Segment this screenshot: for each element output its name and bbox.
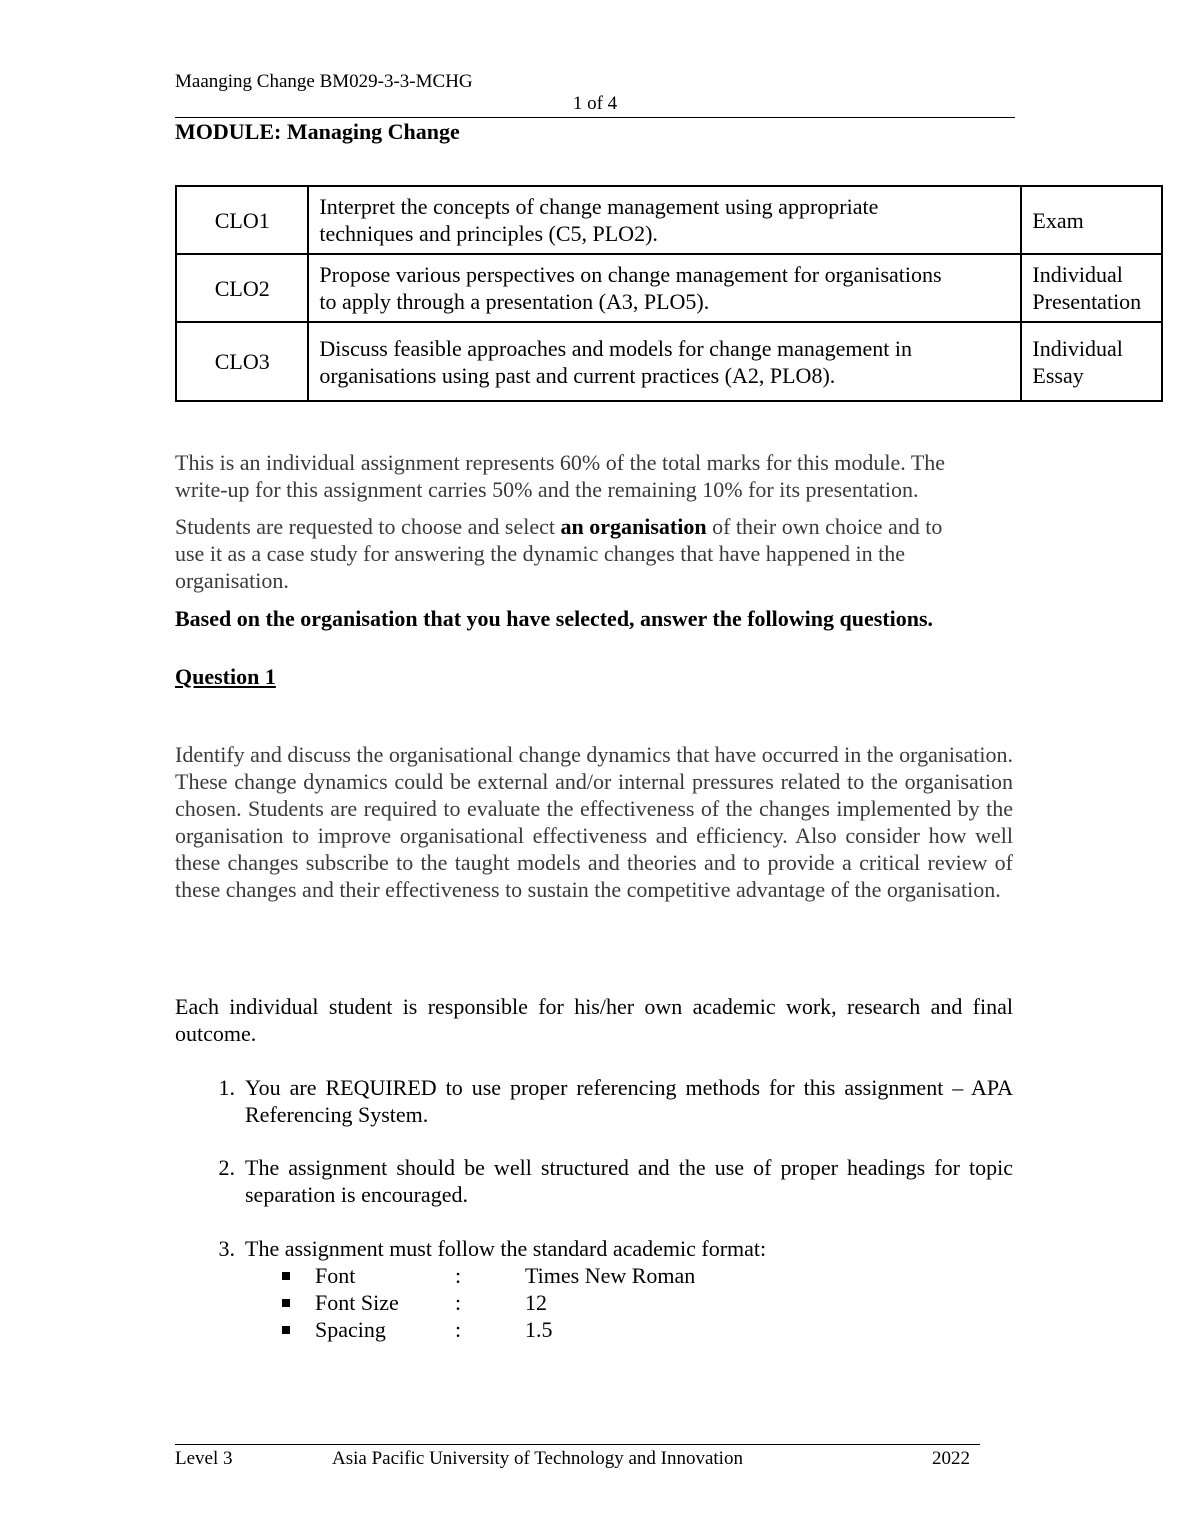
header-module-code: Maanging Change BM029-3-3-MCHG xyxy=(175,71,473,92)
intro-paragraph-organisation xyxy=(175,513,1013,594)
clo-description xyxy=(308,254,1021,322)
clo-description-line: Interpret the concepts of change management using appropriate xyxy=(319,194,879,219)
format-colon: : xyxy=(455,1290,462,1315)
list-text: The assignment must follow the standard academic format: xyxy=(245,1236,767,1261)
format-label: Spacing xyxy=(315,1317,386,1342)
clo-code: CLO3 xyxy=(176,322,308,401)
clo-code: CLO2 xyxy=(176,254,308,322)
clo-assessment-line: Individual xyxy=(1032,335,1123,361)
format-colon: : xyxy=(455,1317,462,1342)
square-bullet-icon xyxy=(282,1326,290,1334)
table-row xyxy=(176,186,1162,254)
clo-description xyxy=(308,322,1021,401)
clo-assessment-line: Individual xyxy=(1032,262,1123,287)
format-colon: : xyxy=(455,1263,462,1288)
question-body: Identify and discuss the organisational change dynamics that have occurred in the organisation. These change dynamics could be external and/or internal pressures related to the organisation chosen. Students are required to evaluate the effectiveness of the changes implemented by the organisation to improve organisational effectiveness and efficiency. Also consider how well these changes subscribe to the taught models and theories and to provide a critical review of these changes and their effectiveness to sustain the competitive advantage of the organisation. xyxy=(175,742,1013,902)
list-number: 1. xyxy=(218,1075,235,1100)
clo-description-line: Propose various perspectives on change management for organisations xyxy=(319,262,942,287)
format-value: 12 xyxy=(525,1290,547,1315)
intro-paragraph-weighting xyxy=(175,449,1013,503)
square-bullet-icon xyxy=(282,1299,290,1307)
list-number: 2. xyxy=(218,1155,235,1180)
format-bullet-list xyxy=(280,1262,780,1343)
table-row xyxy=(176,322,1162,401)
clo-assessment xyxy=(1021,254,1162,322)
clo-assessment xyxy=(1021,186,1162,254)
clo-description-line: techniques and principles (C5, PLO2). xyxy=(319,221,658,246)
instruction-text: Based on the organisation that you have selected, answer the following questions. xyxy=(175,606,934,631)
clo-assessment-line: Exam xyxy=(1032,207,1084,233)
intro-line: write-up for this assignment carries 50% and the remaining 10% for its presentation. xyxy=(175,477,919,502)
clo-assessment-line: Presentation xyxy=(1032,289,1142,314)
clo-assessment xyxy=(1021,322,1162,401)
footer-university: Asia Pacific University of Technology and Innovation xyxy=(332,1448,743,1469)
list-text: You are REQUIRED to use proper referencing methods for this assignment – APA Referencing System. xyxy=(245,1075,1013,1127)
page-indicator: 1 of 4 xyxy=(572,93,618,114)
clo-description xyxy=(308,186,1021,254)
table-row xyxy=(176,254,1162,322)
question-heading: Question 1 xyxy=(175,664,276,689)
format-value: Times New Roman xyxy=(525,1263,696,1288)
intro-line: This is an individual assignment represents 60% of the total marks for this module. The xyxy=(175,450,946,475)
clo-description-line: to apply through a presentation (A3, PLO5). xyxy=(319,289,710,314)
intro-line: organisation. xyxy=(175,568,289,593)
intro-line: use it as a case study for answering the dynamic changes that have happened in the xyxy=(175,541,906,566)
footer-year: 2022 xyxy=(932,1448,970,1469)
format-row-font-size xyxy=(280,1289,780,1316)
clo-description-line: Discuss feasible approaches and models for change management in xyxy=(319,335,912,361)
intro-text: of their own choice and to xyxy=(706,514,943,539)
clo-table xyxy=(175,185,1163,402)
clo-description-line: organisations using past and current practices (A2, PLO8). xyxy=(319,362,836,388)
format-value: 1.5 xyxy=(525,1317,553,1342)
module-title: MODULE: Managing Change xyxy=(175,119,460,144)
format-label: Font xyxy=(315,1263,356,1288)
footer-divider xyxy=(175,1444,980,1445)
format-label: Font Size xyxy=(315,1290,399,1315)
intro-text: Students are requested to choose and select xyxy=(175,514,561,539)
clo-code: CLO1 xyxy=(176,186,308,254)
footer-level: Level 3 xyxy=(175,1448,233,1469)
square-bullet-icon xyxy=(282,1272,290,1280)
format-row-font xyxy=(280,1262,780,1289)
list-number: 3. xyxy=(218,1236,235,1261)
responsibility-statement: Each individual student is responsible for his/her own academic work, research and final outcome. xyxy=(175,994,1013,1046)
list-text: The assignment should be well structured and the use of proper headings for topic separation is encouraged. xyxy=(245,1155,1013,1207)
intro-emphasis: an organisation xyxy=(560,514,707,539)
format-row-spacing xyxy=(280,1316,780,1343)
clo-assessment-line: Essay xyxy=(1032,362,1084,388)
